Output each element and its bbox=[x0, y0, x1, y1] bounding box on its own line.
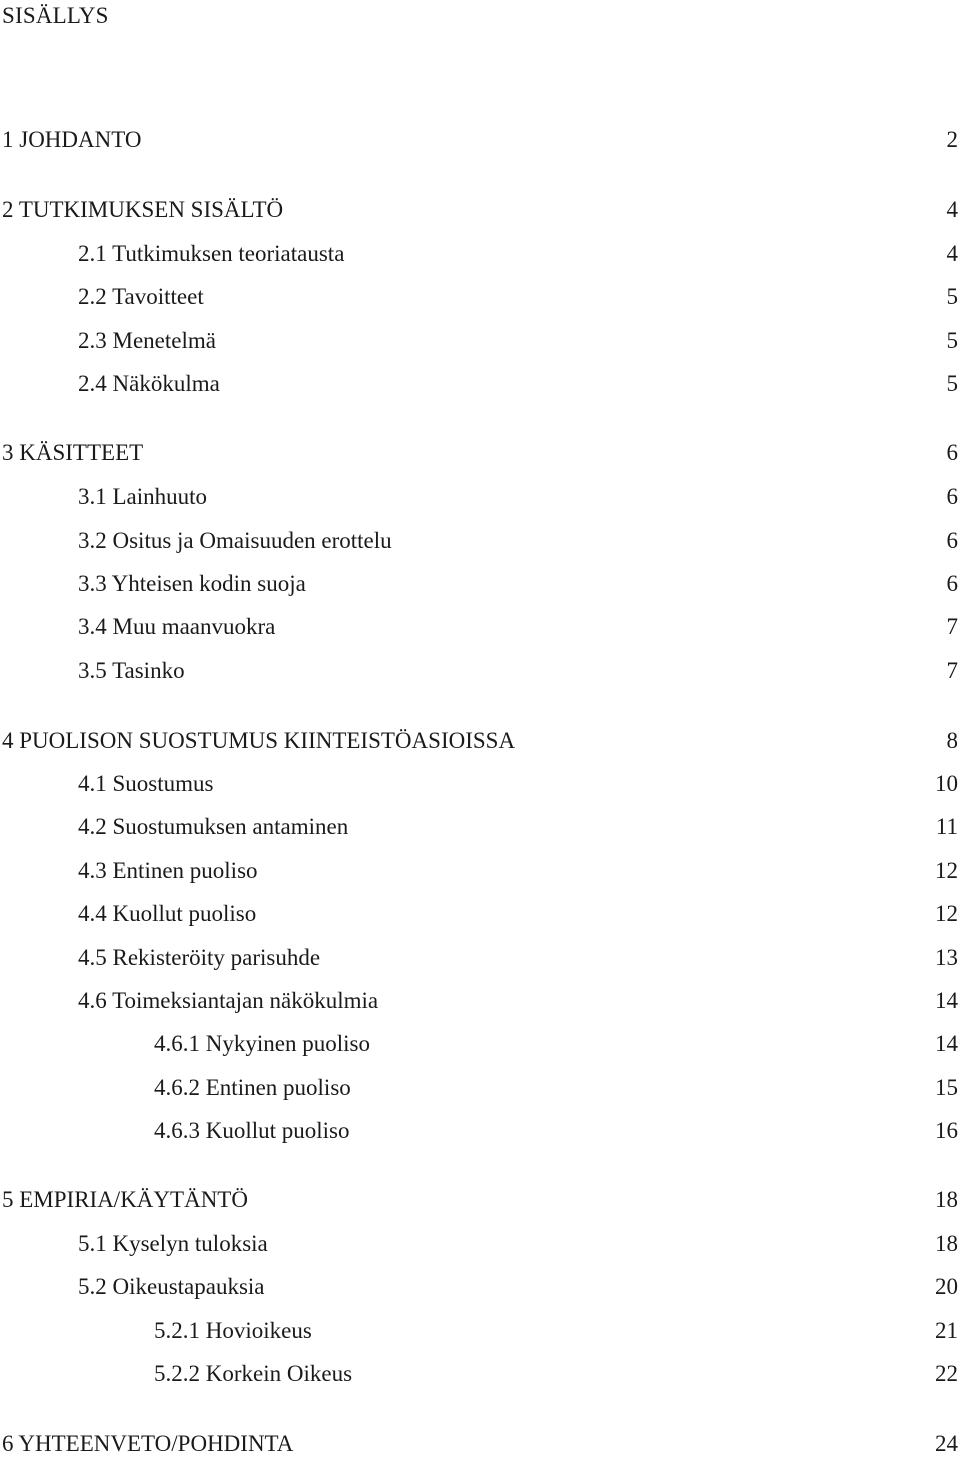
toc-entry-title: 4 PUOLISON SUOSTUMUS KIINTEISTÖASIOISSA bbox=[2, 728, 516, 753]
toc-entry-title: 5 EMPIRIA/KÄYTÄNTÖ bbox=[2, 1187, 248, 1212]
toc-entry-page: 15 bbox=[935, 1075, 958, 1100]
toc-entry-title: 3.3 Yhteisen kodin suoja bbox=[78, 571, 306, 596]
toc-section bbox=[0, 326, 960, 356]
toc-entry-page: 5 bbox=[946, 284, 958, 309]
toc-entry-page: 21 bbox=[935, 1318, 958, 1343]
toc-entry-title: 3.5 Tasinko bbox=[78, 658, 185, 683]
toc-section bbox=[0, 1229, 960, 1259]
toc-entry-title: 5.2.1 Hovioikeus bbox=[154, 1318, 312, 1343]
toc-subsection bbox=[0, 1029, 960, 1059]
toc-entry-page: 7 bbox=[946, 614, 958, 639]
toc-section bbox=[0, 812, 960, 842]
toc-section bbox=[0, 769, 960, 799]
toc-entry-title: 1 JOHDANTO bbox=[2, 127, 142, 152]
toc-entry-title: 4.3 Entinen puoliso bbox=[78, 858, 258, 883]
toc-entry-page: 18 bbox=[935, 1187, 958, 1212]
toc-entry-page: 8 bbox=[946, 728, 958, 753]
toc-entry-page: 7 bbox=[946, 658, 958, 683]
toc-entry-title: 6 YHTEENVETO/POHDINTA bbox=[2, 1431, 294, 1456]
toc-entry-title: 2.2 Tavoitteet bbox=[78, 284, 204, 309]
toc-entry-title: 2 TUTKIMUKSEN SISÄLTÖ bbox=[2, 197, 284, 222]
toc-section bbox=[0, 569, 960, 599]
toc-entry-title: 5.1 Kyselyn tuloksia bbox=[78, 1231, 268, 1256]
toc-entry-page: 14 bbox=[935, 1031, 958, 1056]
toc-entry-title: 4.1 Suostumus bbox=[78, 771, 214, 796]
toc-entry-page: 4 bbox=[946, 197, 958, 222]
toc-section bbox=[0, 612, 960, 642]
toc-entry-title: 2.4 Näkökulma bbox=[78, 371, 220, 396]
toc-section bbox=[0, 369, 960, 399]
toc-entry-page: 24 bbox=[935, 1431, 958, 1456]
toc-entry-title: 4.6.3 Kuollut puoliso bbox=[154, 1118, 350, 1143]
toc-entry-page: 6 bbox=[946, 528, 958, 553]
toc-entry-page: 20 bbox=[935, 1274, 958, 1299]
toc-entry-title: 3.2 Ositus ja Omaisuuden erottelu bbox=[78, 528, 392, 553]
toc-subsection bbox=[0, 1316, 960, 1346]
toc-entry-page: 5 bbox=[946, 328, 958, 353]
toc-section bbox=[0, 856, 960, 886]
toc-entry-title: 4.5 Rekisteröity parisuhde bbox=[78, 945, 321, 970]
toc-entry-title: 4.6.1 Nykyinen puoliso bbox=[154, 1031, 370, 1056]
toc-entry-title: 2.3 Menetelmä bbox=[78, 328, 216, 353]
toc-section bbox=[0, 943, 960, 973]
toc-section bbox=[0, 986, 960, 1016]
toc-chapter bbox=[0, 195, 960, 225]
toc-entry-page: 6 bbox=[946, 571, 958, 596]
toc-chapter bbox=[0, 1185, 960, 1215]
toc-entry-title: 5.2 Oikeustapauksia bbox=[78, 1274, 265, 1299]
toc-entry-title: 5.2.2 Korkein Oikeus bbox=[154, 1361, 353, 1386]
toc-entry-page: 6 bbox=[946, 440, 958, 465]
toc-chapter bbox=[0, 438, 960, 468]
toc-entry-page: 6 bbox=[946, 484, 958, 509]
toc-entry-page: 18 bbox=[935, 1231, 958, 1256]
toc-section bbox=[0, 239, 960, 269]
toc-entry-page: 22 bbox=[935, 1361, 958, 1386]
toc-entry-page: 4 bbox=[946, 241, 958, 266]
toc-subsection bbox=[0, 1116, 960, 1146]
toc-section bbox=[0, 1272, 960, 1302]
toc-chapter bbox=[0, 125, 960, 155]
toc-subsection bbox=[0, 1073, 960, 1103]
toc-entry-title: 3.1 Lainhuuto bbox=[78, 484, 208, 509]
toc-entry-page: 2 bbox=[946, 127, 958, 152]
toc-entry-page: 10 bbox=[935, 771, 958, 796]
toc-section bbox=[0, 899, 960, 929]
toc-entry-page: 13 bbox=[935, 945, 958, 970]
page-title: SISÄLLYS bbox=[2, 3, 109, 28]
toc-section bbox=[0, 282, 960, 312]
toc-entry-page: 12 bbox=[935, 901, 958, 926]
toc-entry-page: 12 bbox=[935, 858, 958, 883]
toc-entry-title: 3 KÄSITTEET bbox=[2, 440, 144, 465]
toc-section bbox=[0, 526, 960, 556]
toc-entry-title: 4.4 Kuollut puoliso bbox=[78, 901, 257, 926]
toc-entry-page: 14 bbox=[935, 988, 958, 1013]
toc-entry-title: 2.1 Tutkimuksen teoriatausta bbox=[78, 241, 345, 266]
toc-entry-title: 3.4 Muu maanvuokra bbox=[78, 614, 276, 639]
toc-section bbox=[0, 482, 960, 512]
toc-chapter bbox=[0, 1429, 960, 1459]
toc-entry-title: 4.6 Toimeksiantajan näkökulmia bbox=[78, 988, 379, 1013]
toc-chapter bbox=[0, 726, 960, 756]
toc-section bbox=[0, 656, 960, 686]
toc-entry-title: 4.6.2 Entinen puoliso bbox=[154, 1075, 351, 1100]
toc-entry-page: 5 bbox=[946, 371, 958, 396]
toc-subsection bbox=[0, 1359, 960, 1389]
toc-entry-title: 4.2 Suostumuksen antaminen bbox=[78, 814, 349, 839]
toc-entry-page: 16 bbox=[935, 1118, 958, 1143]
toc-entry-page: 11 bbox=[935, 814, 958, 839]
